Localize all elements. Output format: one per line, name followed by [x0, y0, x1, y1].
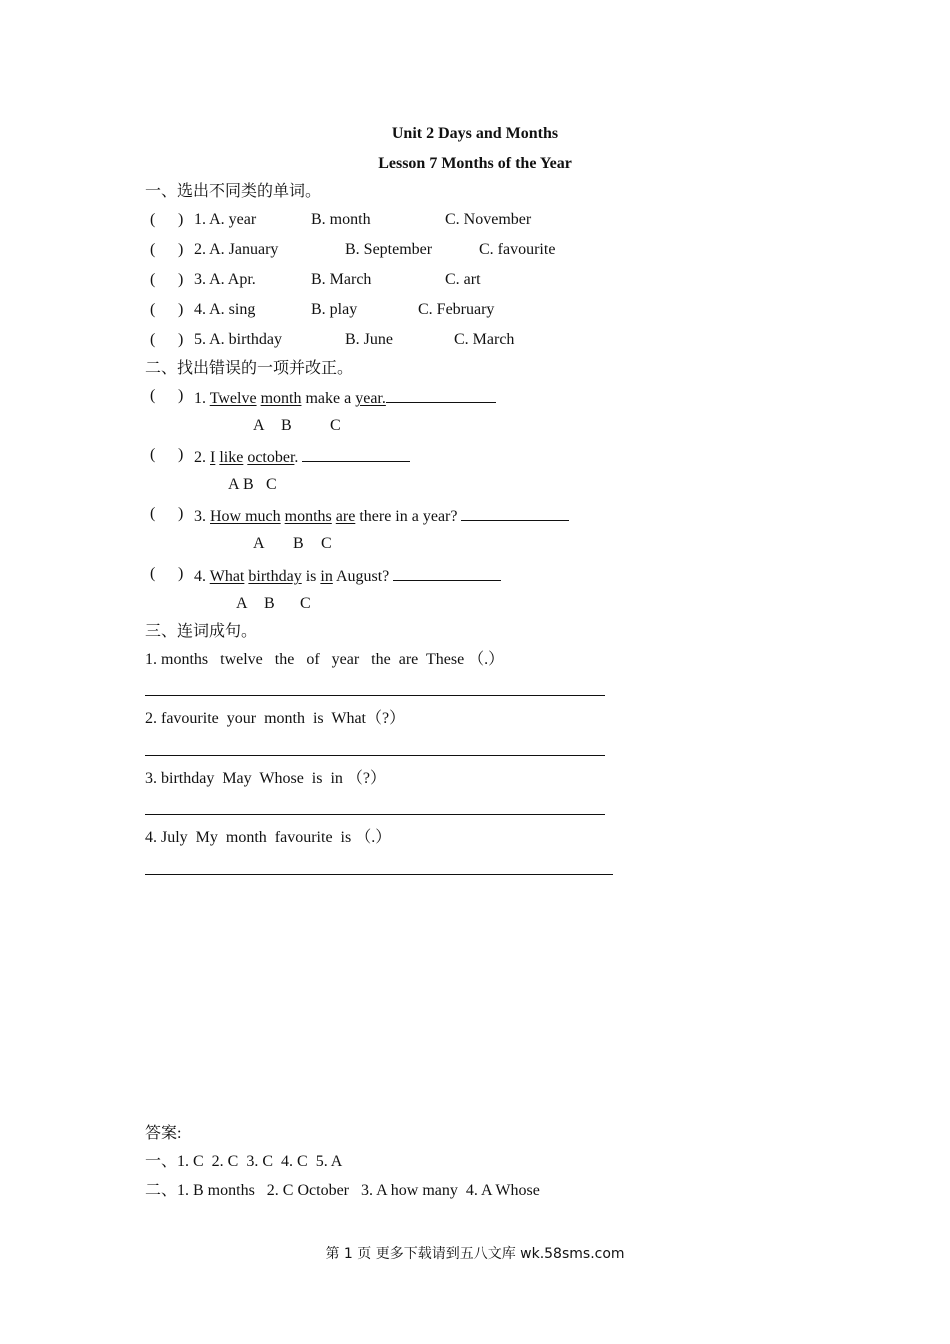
- question-number: 1.: [194, 390, 206, 407]
- underlined-option-c: year.: [355, 390, 386, 407]
- answer-line[interactable]: [145, 695, 605, 696]
- underlined-option-b: months: [284, 508, 332, 525]
- answer-paren-open: (: [150, 565, 156, 582]
- page-footer: 第 1 页 更多下载请到五八文库 wk.58sms.com: [325, 1246, 625, 1262]
- underlined-option-c: october: [247, 449, 295, 466]
- question-number: 3.: [194, 508, 206, 525]
- underlined-option-c: are: [335, 508, 356, 525]
- option-b: B. March: [311, 271, 372, 288]
- label-a: A: [253, 417, 265, 434]
- answer-line[interactable]: [145, 874, 613, 875]
- label-b: B: [293, 535, 304, 552]
- option-a: 4. A. sing: [194, 301, 256, 318]
- underlined-option-b: month: [260, 390, 302, 407]
- answer-line[interactable]: [145, 814, 605, 815]
- option-c: C. February: [418, 301, 495, 318]
- scrambled-sentence-3: 3. birthday May Whose is in （?）: [145, 770, 387, 787]
- underlined-option-a: What: [209, 568, 245, 585]
- label-a: A: [236, 595, 248, 612]
- section1-heading: 一、选出不同类的单词。: [145, 183, 322, 200]
- label-c: C: [330, 417, 341, 434]
- option-b: B. month: [311, 211, 371, 228]
- section3-heading: 三、连词成句。: [145, 623, 258, 640]
- answer-paren-close: ): [178, 271, 184, 288]
- scrambled-sentence-1: 1. months twelve the of year the are These （.）: [145, 651, 505, 668]
- option-b: B. June: [345, 331, 393, 348]
- answer-paren-close: ): [178, 331, 184, 348]
- option-a: 2. A. January: [194, 241, 279, 258]
- scrambled-sentence-2: 2. favourite your month is What（?）: [145, 710, 406, 727]
- label-b: B: [243, 476, 254, 493]
- label-a: A: [253, 535, 265, 552]
- label-c: C: [321, 535, 332, 552]
- lesson-title: Lesson 7 Months of the Year: [378, 155, 572, 172]
- question-sentence: [194, 506, 569, 525]
- section2-heading: 二、找出错误的一项并改正。: [145, 360, 354, 377]
- question-sentence: [194, 447, 410, 466]
- label-c: C: [300, 595, 311, 612]
- label-b: B: [281, 417, 292, 434]
- underlined-option-a: How much: [210, 508, 281, 525]
- option-b: B. September: [345, 241, 433, 258]
- option-c: C. November: [445, 211, 532, 228]
- option-b: B. play: [311, 301, 358, 318]
- answer-line[interactable]: [145, 755, 605, 756]
- answer-paren-close: ): [178, 387, 184, 404]
- label-b: B: [264, 595, 275, 612]
- option-a: 1. A. year: [194, 211, 257, 228]
- answer-paren-open: (: [150, 241, 156, 258]
- question-sentence: [194, 566, 501, 585]
- answer-paren-open: (: [150, 331, 156, 348]
- question-number: 2.: [194, 449, 206, 466]
- answer-paren-open: (: [150, 505, 156, 522]
- underlined-option-a: I: [210, 449, 216, 466]
- underlined-option-b: birthday: [248, 568, 302, 585]
- option-c: C. art: [445, 271, 481, 288]
- answer-blank[interactable]: [393, 566, 501, 581]
- answer-paren-open: (: [150, 446, 156, 463]
- sentence-text: make a: [305, 390, 352, 407]
- answer-blank[interactable]: [302, 447, 410, 462]
- document-title: Unit 2 Days and Months: [391, 125, 559, 142]
- answer-blank[interactable]: [461, 506, 569, 521]
- answer-paren-close: ): [178, 565, 184, 582]
- scrambled-sentence-4: 4. July My month favourite is （.）: [145, 829, 392, 846]
- question-sentence: [194, 388, 496, 407]
- option-c: C. March: [454, 331, 515, 348]
- answer-paren-close: ): [178, 241, 184, 258]
- option-a: 3. A. Apr.: [194, 271, 256, 288]
- answer-blank[interactable]: [386, 388, 496, 403]
- sentence-text: is: [305, 568, 317, 585]
- sentence-text: .: [294, 449, 299, 466]
- answers-section2: 二、1. B months 2. C October 3. A how many 4. A Whose: [145, 1182, 540, 1199]
- answer-paren-open: (: [150, 271, 156, 288]
- underlined-option-a: Twelve: [209, 390, 257, 407]
- underlined-option-b: like: [219, 449, 244, 466]
- question-number: 4.: [194, 568, 206, 585]
- answer-paren-close: ): [178, 211, 184, 228]
- answer-paren-close: ): [178, 505, 184, 522]
- answer-paren-open: (: [150, 387, 156, 404]
- answer-paren-close: ): [178, 301, 184, 318]
- answers-heading: 答案:: [145, 1125, 182, 1142]
- sentence-text: there in a year?: [359, 508, 458, 525]
- label-c: C: [266, 476, 277, 493]
- answer-paren-open: (: [150, 211, 156, 228]
- option-a: 5. A. birthday: [194, 331, 282, 348]
- answer-paren-open: (: [150, 301, 156, 318]
- underlined-option-c: in: [320, 568, 333, 585]
- answers-section1: 一、1. C 2. C 3. C 4. C 5. A: [145, 1153, 343, 1170]
- sentence-text: August?: [335, 568, 390, 585]
- label-a: A: [228, 476, 240, 493]
- option-c: C. favourite: [479, 241, 556, 258]
- answer-paren-close: ): [178, 446, 184, 463]
